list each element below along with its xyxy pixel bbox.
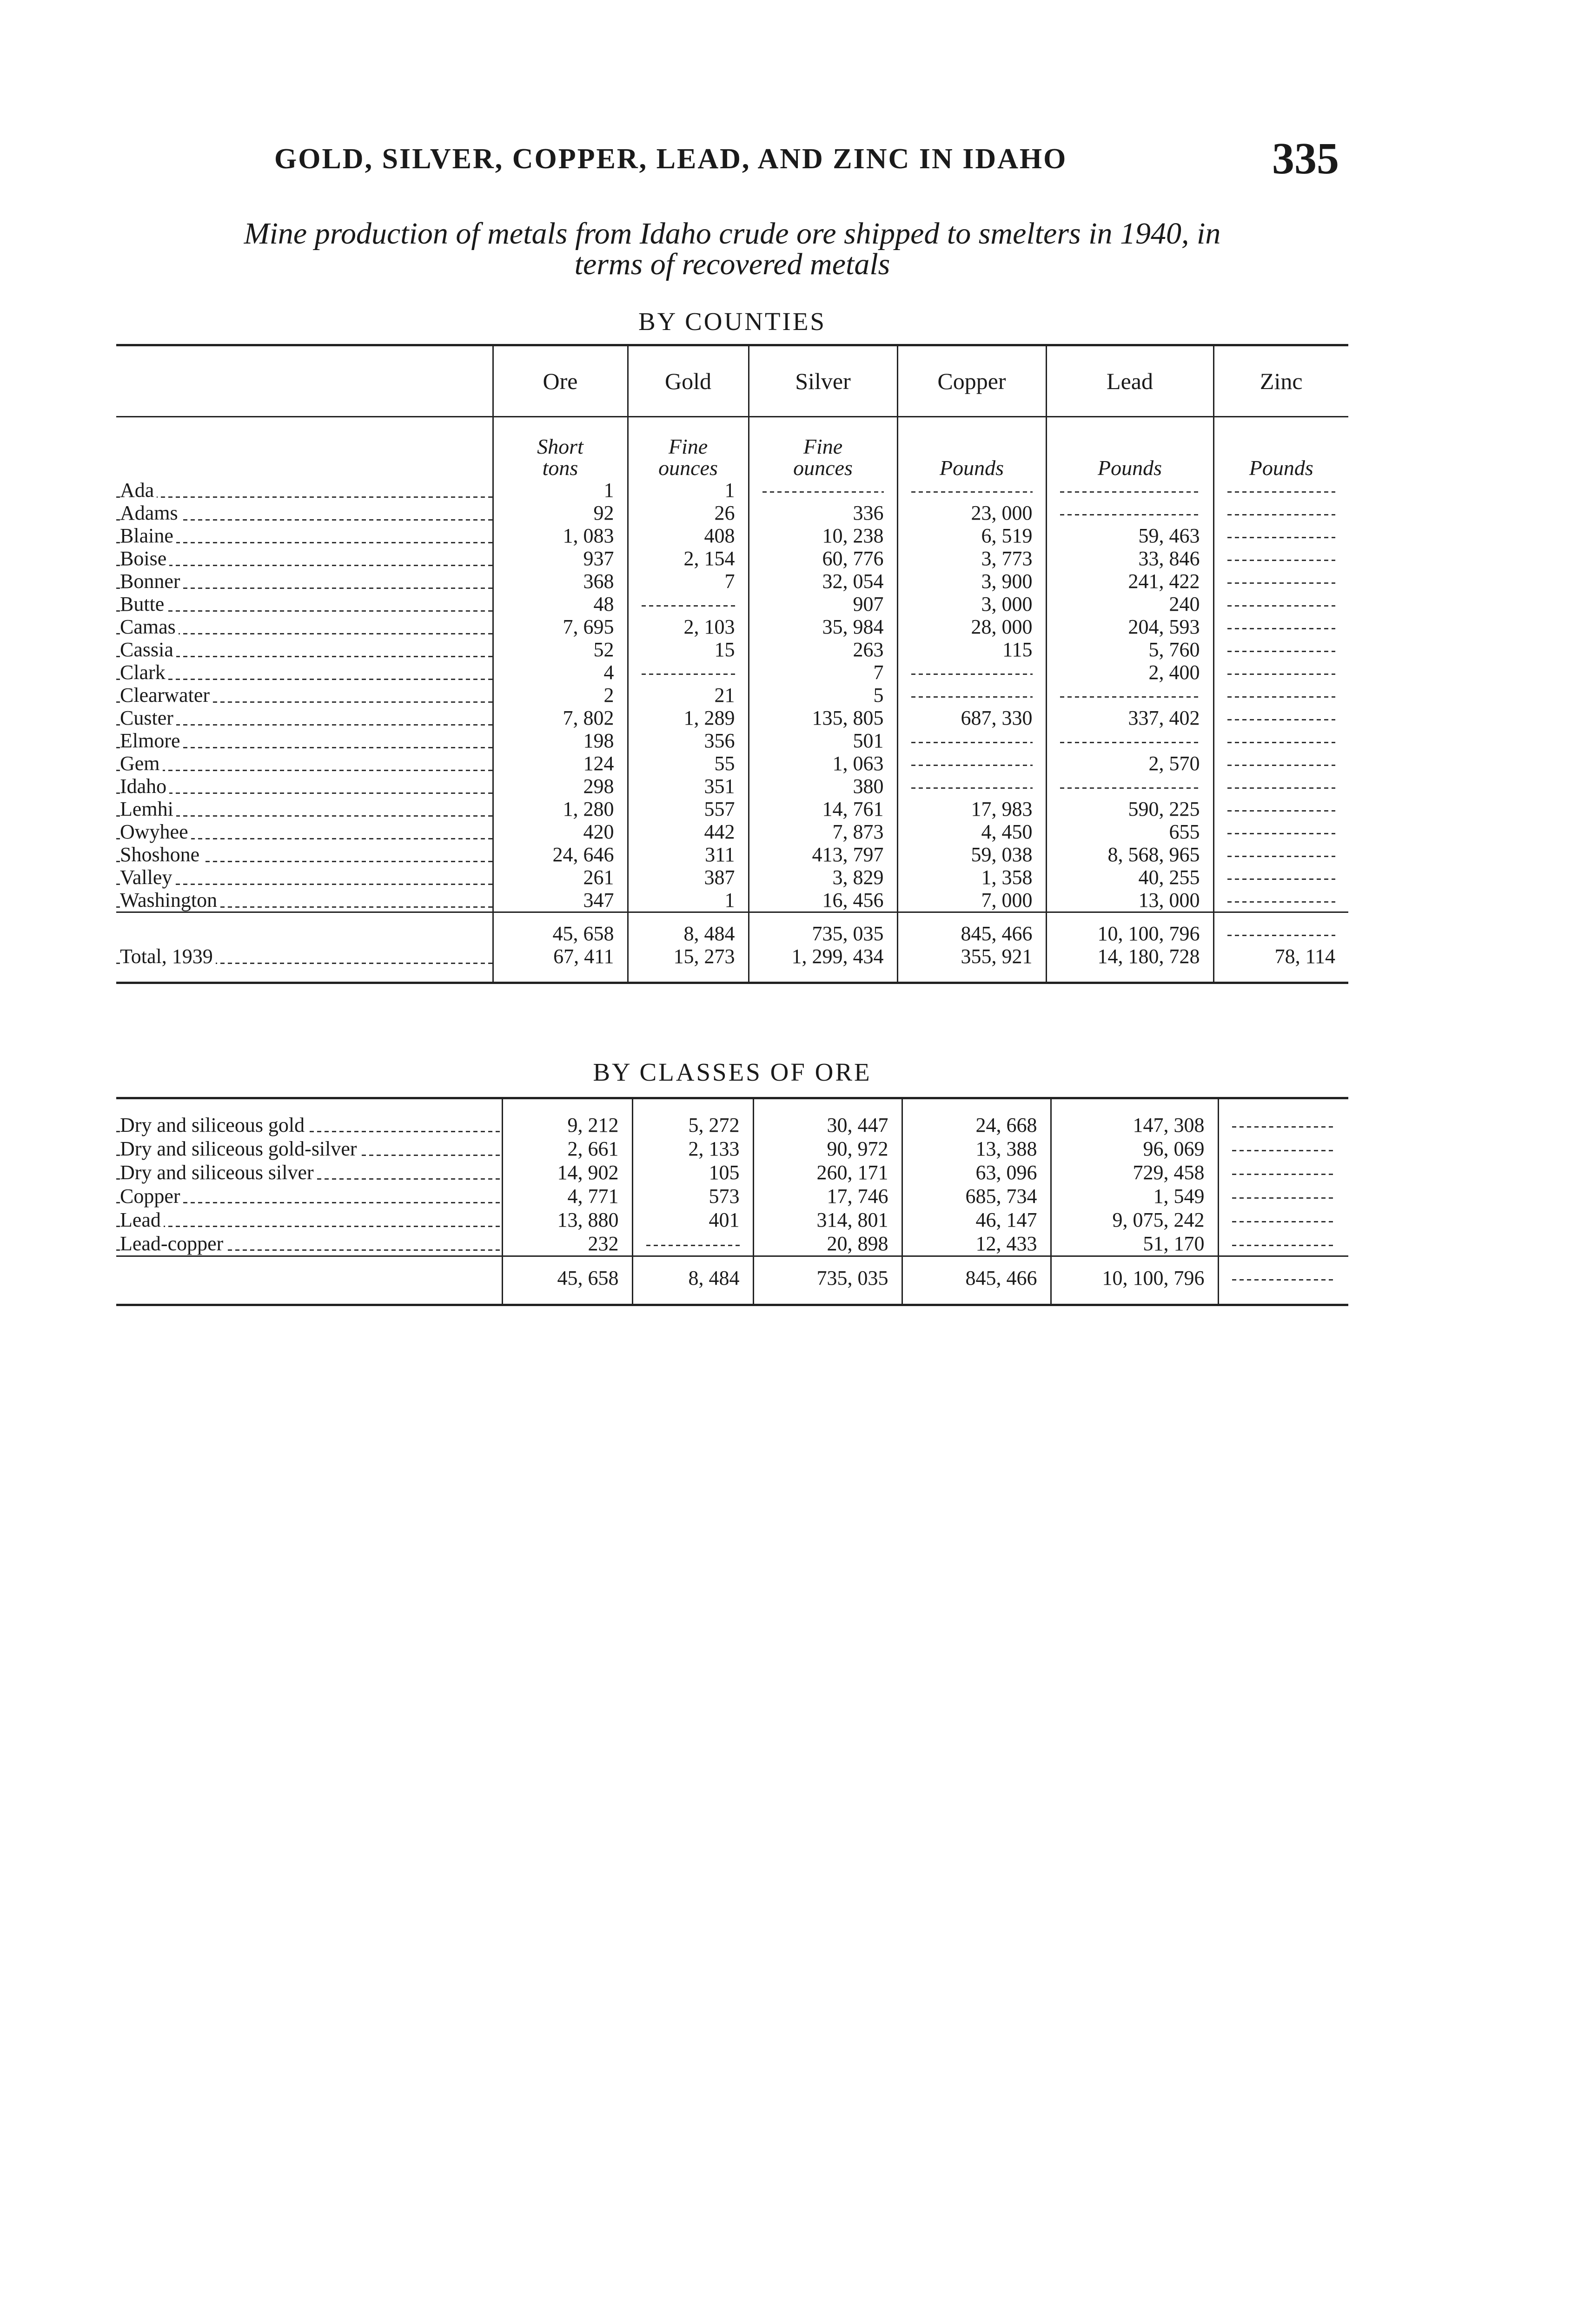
row-label: Elmore [116, 729, 493, 752]
cell-silver: 20, 898 [753, 1232, 902, 1256]
cell-ore: 937 [493, 547, 628, 570]
cell-lead [1046, 775, 1213, 798]
total-1939-row [116, 945, 1348, 968]
cell-copper: 63, 096 [902, 1161, 1051, 1184]
empty-dash [1227, 651, 1336, 652]
cell-copper [897, 479, 1046, 502]
class-row [116, 1208, 1348, 1232]
cell-copper [897, 684, 1046, 706]
row-label: Lemhi [116, 798, 493, 820]
cell-ore: 45, 658 [502, 1256, 632, 1290]
county-row [116, 775, 1348, 798]
cell-lead: 8, 568, 965 [1046, 843, 1213, 866]
cell-gold: 1 [628, 479, 749, 502]
cell-zinc [1213, 638, 1348, 661]
cell-silver: 501 [749, 729, 897, 752]
county-row [116, 684, 1348, 706]
row-label: Dry and siliceous silver [116, 1161, 502, 1184]
cell-lead: 204, 593 [1046, 615, 1213, 638]
cell-lead: 240 [1046, 593, 1213, 615]
cell-lead: 2, 400 [1046, 661, 1213, 684]
cell-gold: 442 [628, 820, 749, 843]
cell-silver: 413, 797 [749, 843, 897, 866]
cell-gold: 2, 154 [628, 547, 749, 570]
county-row [116, 524, 1348, 547]
empty-dash [1227, 765, 1336, 766]
county-row [116, 593, 1348, 615]
empty-dash [911, 742, 1033, 743]
cell-gold [632, 1232, 753, 1256]
cell-silver: 380 [749, 775, 897, 798]
cell-gold: 55 [628, 752, 749, 775]
column-header-copper: Copper [897, 345, 1046, 417]
cell-silver: 10, 238 [749, 524, 897, 547]
cell-zinc [1213, 684, 1348, 706]
cell-zinc [1213, 866, 1348, 889]
empty-dash [1227, 673, 1336, 675]
empty-dash [911, 673, 1033, 675]
row-label: Lead-copper [116, 1232, 502, 1256]
empty-dash [1232, 1174, 1336, 1175]
row-label: Camas [116, 615, 493, 638]
cell-zinc [1213, 706, 1348, 729]
row-label: Owyhee [116, 820, 493, 843]
column-header-zinc: Zinc [1213, 345, 1348, 417]
empty-dash [911, 765, 1033, 766]
cell-ore: 4 [493, 661, 628, 684]
row-label: Adams [116, 502, 493, 524]
row-label: Cassia [116, 638, 493, 661]
county-row [116, 502, 1348, 524]
empty-dash [1232, 1221, 1336, 1222]
classes-total-row [116, 1256, 1348, 1290]
column-header-ore: Ore [493, 345, 628, 417]
cell-zinc [1218, 1161, 1348, 1184]
cell-silver: 17, 746 [753, 1184, 902, 1208]
cell-ore: 232 [502, 1232, 632, 1256]
cell-ore: 2, 661 [502, 1137, 632, 1161]
county-row [116, 889, 1348, 912]
class-row [116, 1137, 1348, 1161]
cell-zinc [1213, 843, 1348, 866]
cell-ore: 1, 280 [493, 798, 628, 820]
cell-silver: 16, 456 [749, 889, 897, 912]
cell-gold: 408 [628, 524, 749, 547]
cell-silver: 14, 761 [749, 798, 897, 820]
cell-copper: 28, 000 [897, 615, 1046, 638]
row-label: Shoshone [116, 843, 493, 866]
county-row [116, 638, 1348, 661]
row-label: Idaho [116, 775, 493, 798]
empty-dash [1060, 742, 1200, 743]
county-row [116, 729, 1348, 752]
row-label: Ada [116, 479, 493, 502]
cell-silver: 7 [749, 661, 897, 684]
cell-lead: 655 [1046, 820, 1213, 843]
cell-lead: 96, 069 [1051, 1137, 1218, 1161]
empty-dash [642, 605, 735, 607]
cell-silver: 60, 776 [749, 547, 897, 570]
class-row [116, 1232, 1348, 1256]
cell-silver: 30, 447 [753, 1113, 902, 1137]
cell-ore: 1, 083 [493, 524, 628, 547]
cell-silver: 263 [749, 638, 897, 661]
empty-dash [1227, 878, 1336, 880]
empty-dash [1227, 605, 1336, 607]
empty-dash [1232, 1245, 1336, 1246]
empty-dash [1227, 856, 1336, 857]
cell-lead: 40, 255 [1046, 866, 1213, 889]
cell-silver: 336 [749, 502, 897, 524]
empty-dash [1060, 787, 1200, 789]
unit-copper: Pounds [897, 417, 1046, 479]
empty-dash [1227, 810, 1336, 812]
cell-lead: 729, 458 [1051, 1161, 1218, 1184]
cell-copper: 845, 466 [902, 1256, 1051, 1290]
cell-zinc [1213, 661, 1348, 684]
empty-dash [911, 787, 1033, 789]
cell-zinc [1213, 547, 1348, 570]
cell-silver: 5 [749, 684, 897, 706]
cell-gold: 7 [628, 570, 749, 593]
cell-lead [1046, 729, 1213, 752]
cell-zinc [1213, 479, 1348, 502]
cell-lead: 33, 846 [1046, 547, 1213, 570]
row-label: Custer [116, 706, 493, 729]
cell-gold [628, 661, 749, 684]
running-head [116, 132, 1348, 184]
cell-zinc [1213, 912, 1348, 945]
cell-silver: 3, 829 [749, 866, 897, 889]
caption-line-2: terms of recovered metals [574, 247, 890, 281]
cell-zinc [1213, 593, 1348, 615]
cell-silver: 314, 801 [753, 1208, 902, 1232]
cell-copper: 115 [897, 638, 1046, 661]
cell-gold: 573 [632, 1184, 753, 1208]
column-header-silver: Silver [749, 345, 897, 417]
cell-lead [1046, 684, 1213, 706]
empty-dash [1227, 719, 1336, 720]
empty-dash [1232, 1150, 1336, 1151]
cell-zinc [1218, 1208, 1348, 1232]
cell-zinc [1213, 615, 1348, 638]
row-label: Butte [116, 593, 493, 615]
cell-copper: 59, 038 [897, 843, 1046, 866]
cell-zinc [1213, 502, 1348, 524]
cell-ore: 24, 646 [493, 843, 628, 866]
cell-ore: 7, 695 [493, 615, 628, 638]
cell-zinc [1213, 570, 1348, 593]
cell-lead: 590, 225 [1046, 798, 1213, 820]
cell-zinc [1213, 820, 1348, 843]
cell-copper: 12, 433 [902, 1232, 1051, 1256]
column-header-gold: Gold [628, 345, 749, 417]
empty-dash [1227, 537, 1336, 538]
cell-gold: 8, 484 [632, 1256, 753, 1290]
table-caption [116, 218, 1348, 280]
cell-zinc [1213, 798, 1348, 820]
cell-gold: 26 [628, 502, 749, 524]
empty-dash [1227, 514, 1336, 515]
cell-lead: 9, 075, 242 [1051, 1208, 1218, 1232]
cell-gold: 1, 289 [628, 706, 749, 729]
column-header-row [116, 345, 1348, 417]
cell-gold: 311 [628, 843, 749, 866]
empty-dash [1227, 696, 1336, 698]
county-row [116, 798, 1348, 820]
cell-zinc [1218, 1113, 1348, 1137]
cell-silver: 735, 035 [749, 912, 897, 945]
cell-gold: 387 [628, 866, 749, 889]
empty-dash [1227, 491, 1336, 493]
cell-lead [1046, 479, 1213, 502]
row-label [116, 1256, 502, 1290]
row-label: Lead [116, 1208, 502, 1232]
cell-lead: 337, 402 [1046, 706, 1213, 729]
cell-copper: 3, 773 [897, 547, 1046, 570]
cell-silver: 260, 171 [753, 1161, 902, 1184]
cell-silver: 1, 299, 434 [749, 945, 897, 968]
cell-copper [897, 729, 1046, 752]
empty-dash [1227, 582, 1336, 584]
cell-copper [897, 752, 1046, 775]
cell-zinc [1218, 1137, 1348, 1161]
cell-copper: 17, 983 [897, 798, 1046, 820]
class-row [116, 1113, 1348, 1137]
row-label [116, 912, 493, 945]
cell-gold: 105 [632, 1161, 753, 1184]
row-label: Blaine [116, 524, 493, 547]
cell-copper: 3, 900 [897, 570, 1046, 593]
empty-dash [1227, 742, 1336, 743]
page-number: 335 [1272, 133, 1339, 183]
county-row [116, 866, 1348, 889]
county-row [116, 615, 1348, 638]
cell-lead [1046, 502, 1213, 524]
cell-lead: 10, 100, 796 [1046, 912, 1213, 945]
cell-ore: 1 [493, 479, 628, 502]
cell-copper: 24, 668 [902, 1113, 1051, 1137]
cell-ore: 13, 880 [502, 1208, 632, 1232]
cell-lead: 2, 570 [1046, 752, 1213, 775]
cell-ore: 67, 411 [493, 945, 628, 968]
county-row [116, 547, 1348, 570]
empty-dash [1232, 1126, 1336, 1128]
cell-ore: 7, 802 [493, 706, 628, 729]
county-row [116, 706, 1348, 729]
cell-ore: 261 [493, 866, 628, 889]
cell-ore: 14, 902 [502, 1161, 632, 1184]
empty-dash [911, 696, 1033, 698]
county-row [116, 479, 1348, 502]
cell-ore: 420 [493, 820, 628, 843]
row-label: Gem [116, 752, 493, 775]
cell-ore: 198 [493, 729, 628, 752]
cell-ore: 368 [493, 570, 628, 593]
cell-copper: 3, 000 [897, 593, 1046, 615]
row-label: Dry and siliceous gold [116, 1113, 502, 1137]
running-title: GOLD, SILVER, COPPER, LEAD, AND ZINC IN IDAHO [274, 143, 1067, 175]
county-row [116, 752, 1348, 775]
cell-gold: 356 [628, 729, 749, 752]
row-label: Clearwater [116, 684, 493, 706]
cell-copper: 687, 330 [897, 706, 1046, 729]
cell-silver: 7, 873 [749, 820, 897, 843]
empty-dash [1232, 1279, 1336, 1281]
empty-dash [646, 1245, 740, 1246]
cell-lead: 59, 463 [1046, 524, 1213, 547]
column-header-blank [116, 345, 493, 417]
cell-gold: 2, 103 [628, 615, 749, 638]
empty-dash [1060, 514, 1200, 515]
column-header-lead: Lead [1046, 345, 1213, 417]
cell-zinc [1218, 1256, 1348, 1290]
cell-ore: 2 [493, 684, 628, 706]
cell-lead: 147, 308 [1051, 1113, 1218, 1137]
cell-lead: 1, 549 [1051, 1184, 1218, 1208]
cell-copper: 685, 734 [902, 1184, 1051, 1208]
empty-dash [1227, 901, 1336, 903]
cell-copper: 1, 358 [897, 866, 1046, 889]
cell-copper [897, 775, 1046, 798]
counties-total-row [116, 912, 1348, 945]
cell-silver [749, 479, 897, 502]
cell-copper: 355, 921 [897, 945, 1046, 968]
cell-lead: 241, 422 [1046, 570, 1213, 593]
cell-copper: 23, 000 [897, 502, 1046, 524]
units-row [116, 417, 1348, 479]
cell-lead: 14, 180, 728 [1046, 945, 1213, 968]
row-label: Valley [116, 866, 493, 889]
cell-gold: 351 [628, 775, 749, 798]
unit-ore: Short tons [493, 417, 628, 479]
county-row [116, 820, 1348, 843]
cell-copper: 7, 000 [897, 889, 1046, 912]
cell-copper: 13, 388 [902, 1137, 1051, 1161]
caption-line-1: Mine production of metals from Idaho crude ore shipped to smelters in 1940, in [244, 217, 1221, 251]
empty-dash [762, 491, 884, 493]
cell-ore: 92 [493, 502, 628, 524]
cell-zinc [1213, 775, 1348, 798]
cell-zinc [1213, 524, 1348, 547]
cell-lead: 13, 000 [1046, 889, 1213, 912]
cell-copper: 4, 450 [897, 820, 1046, 843]
cell-gold [628, 593, 749, 615]
cell-zinc [1213, 729, 1348, 752]
cell-zinc [1218, 1184, 1348, 1208]
cell-gold: 15 [628, 638, 749, 661]
cell-silver: 1, 063 [749, 752, 897, 775]
empty-dash [1227, 935, 1336, 936]
class-row [116, 1161, 1348, 1184]
empty-dash [911, 491, 1033, 493]
row-label: Washington [116, 889, 493, 912]
cell-gold: 1 [628, 889, 749, 912]
empty-dash [1060, 696, 1200, 698]
class-row [116, 1184, 1348, 1208]
row-label: Copper [116, 1184, 502, 1208]
cell-copper: 845, 466 [897, 912, 1046, 945]
cell-gold: 401 [632, 1208, 753, 1232]
cell-zinc [1213, 889, 1348, 912]
cell-lead: 51, 170 [1051, 1232, 1218, 1256]
county-row [116, 661, 1348, 684]
cell-gold: 8, 484 [628, 912, 749, 945]
cell-copper: 6, 519 [897, 524, 1046, 547]
cell-copper: 46, 147 [902, 1208, 1051, 1232]
cell-silver: 907 [749, 593, 897, 615]
classes-table [116, 1097, 1348, 1306]
cell-ore: 298 [493, 775, 628, 798]
unit-gold: Fine ounces [628, 417, 749, 479]
cell-gold: 557 [628, 798, 749, 820]
section-heading-classes: BY CLASSES OF ORE [593, 1058, 872, 1086]
empty-dash [1232, 1197, 1336, 1199]
cell-silver: 735, 035 [753, 1256, 902, 1290]
empty-dash [1227, 833, 1336, 834]
cell-zinc: 78, 114 [1213, 945, 1348, 968]
empty-dash [1227, 628, 1336, 629]
unit-silver: Fine ounces [749, 417, 897, 479]
empty-dash [1227, 560, 1336, 561]
cell-ore: 45, 658 [493, 912, 628, 945]
cell-gold: 21 [628, 684, 749, 706]
row-label: Boise [116, 547, 493, 570]
cell-ore: 347 [493, 889, 628, 912]
counties-table [116, 344, 1348, 984]
unit-lead: Pounds [1046, 417, 1213, 479]
county-row [116, 570, 1348, 593]
cell-ore: 52 [493, 638, 628, 661]
cell-ore: 9, 212 [502, 1113, 632, 1137]
cell-ore: 124 [493, 752, 628, 775]
cell-lead: 5, 760 [1046, 638, 1213, 661]
row-label: Clark [116, 661, 493, 684]
cell-zinc [1218, 1232, 1348, 1256]
cell-silver: 32, 054 [749, 570, 897, 593]
cell-lead: 10, 100, 796 [1051, 1256, 1218, 1290]
cell-copper [897, 661, 1046, 684]
empty-dash [642, 673, 735, 675]
county-row [116, 843, 1348, 866]
row-label: Bonner [116, 570, 493, 593]
row-label: Dry and siliceous gold-silver [116, 1137, 502, 1161]
empty-dash [1227, 787, 1336, 789]
cell-silver: 35, 984 [749, 615, 897, 638]
cell-ore: 48 [493, 593, 628, 615]
row-label: Total, 1939 [116, 945, 493, 968]
section-heading-counties: BY COUNTIES [638, 307, 827, 336]
cell-silver: 135, 805 [749, 706, 897, 729]
empty-dash [1060, 491, 1200, 493]
cell-gold: 5, 272 [632, 1113, 753, 1137]
cell-gold: 2, 133 [632, 1137, 753, 1161]
unit-zinc: Pounds [1213, 417, 1348, 479]
cell-gold: 15, 273 [628, 945, 749, 968]
cell-silver: 90, 972 [753, 1137, 902, 1161]
cell-ore: 4, 771 [502, 1184, 632, 1208]
cell-zinc [1213, 752, 1348, 775]
